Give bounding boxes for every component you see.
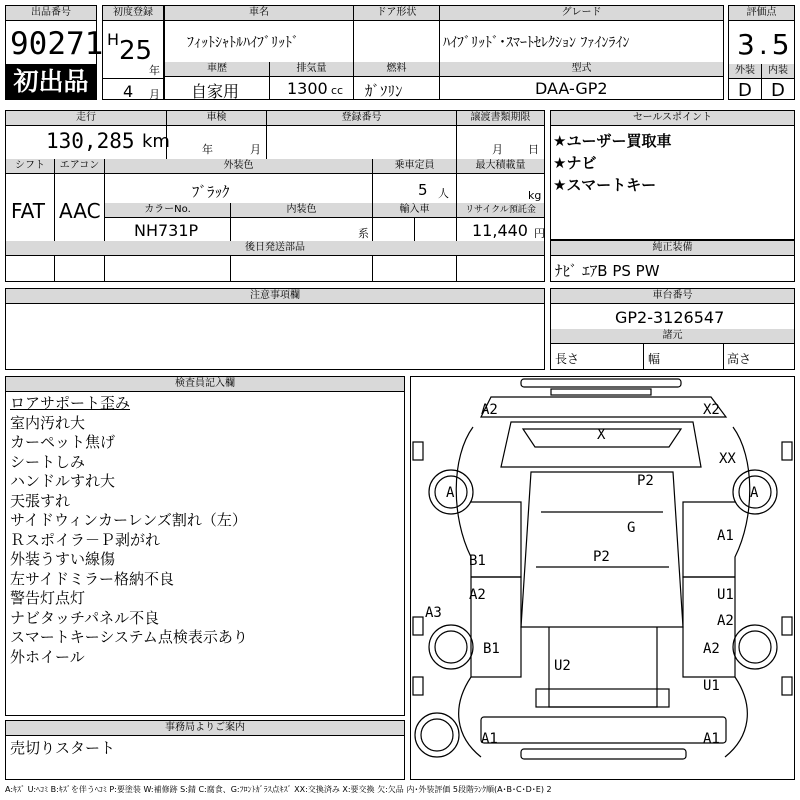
vehicle-detail-box (5, 110, 545, 282)
lot-number: 90271 (10, 26, 104, 62)
color-number: NH731P (134, 221, 199, 240)
displacement-label: 排気量 (269, 62, 353, 77)
equipment-label: 純正装備 (551, 241, 794, 256)
score-box (728, 5, 795, 100)
color-number-label: カラーNo. (105, 203, 230, 218)
damage-mark: B1 (469, 553, 486, 569)
month-unit: 月 (149, 88, 160, 101)
chassis-label: 車台番号 (551, 289, 794, 304)
equipment: ﾅﾋﾞ ｴｱB PS PW (555, 262, 660, 280)
first-registration-box (102, 5, 164, 100)
registration-year: 25 (119, 36, 153, 66)
mileage-label: 走行 (6, 111, 166, 126)
exterior-color-label: 外装色 (104, 159, 372, 174)
sales-point-item: ★ナビ (553, 154, 597, 172)
car-info-box (164, 5, 724, 100)
inspector-line: 左サイドミラー格納不良 (10, 569, 174, 588)
inspector-line: シートしみ (10, 452, 86, 471)
max-load-label: 最大積載量 (456, 159, 544, 174)
damage-mark: A2 (481, 402, 498, 418)
damage-mark: A (750, 485, 759, 501)
transfer-docs-label: 譲渡書類期限 (456, 111, 544, 126)
inspection-year-unit: 年 (202, 143, 213, 156)
car-diagram (411, 377, 794, 779)
damage-mark: G (627, 520, 636, 536)
exterior-label: 外装 (729, 64, 761, 79)
damage-mark: A1 (717, 528, 734, 544)
score-label: 評価点 (729, 6, 794, 21)
seats-unit: 人 (438, 187, 449, 200)
exterior-grade: D (738, 80, 752, 101)
ac: AAC (59, 199, 101, 223)
displacement: 1300 (287, 79, 328, 98)
transfer-day-unit: 日 (528, 143, 539, 156)
first-listing-badge: 初出品 (5, 64, 97, 100)
inspector-line: ハンドルすれ大 (10, 472, 116, 490)
damage-mark: X2 (703, 402, 720, 418)
year-unit: 年 (149, 64, 160, 77)
damage-mark: A2 (703, 641, 720, 657)
later-parts-label: 後日発送部品 (6, 241, 544, 256)
import-label: 輸入車 (372, 203, 456, 218)
office-notice-box (5, 720, 405, 780)
car-name-label: 車名 (165, 6, 353, 21)
chassis-number: GP2-3126547 (615, 308, 725, 327)
inspector-line: 室内汚れ大 (10, 413, 86, 432)
sales-point-item: ★スマートキー (553, 176, 657, 194)
notes-box (5, 288, 545, 370)
plate-label: 登録番号 (266, 111, 456, 126)
inspector-line: 外ホイール (10, 647, 85, 666)
interior-color-unit: 系 (358, 227, 369, 240)
inspector-line: ロアサポート歪み (10, 394, 131, 412)
history: 自家用 (191, 82, 240, 101)
damage-mark: P2 (637, 473, 654, 489)
damage-mark: A3 (425, 605, 442, 621)
inspector-box (5, 376, 405, 716)
length-label: 長さ (555, 352, 580, 366)
height-label: 高さ (727, 352, 752, 366)
fuel-label: 燃料 (353, 62, 439, 77)
damage-mark: A1 (481, 731, 498, 747)
damage-mark: P2 (593, 549, 610, 565)
sales-points-label: セールスポイント (551, 111, 794, 126)
shift: FAT (11, 199, 46, 223)
width-label: 幅 (648, 352, 661, 366)
inspector-line: Ｒスポイラ－Ｐ剥がれ (10, 530, 161, 549)
load-unit: kg (528, 189, 542, 202)
model: DAA-GP2 (535, 79, 608, 98)
grade-label: グレード (439, 6, 723, 21)
inspector-line: カーペット焦げ (10, 433, 116, 451)
damage-mark: U1 (703, 678, 720, 694)
interior-color-label: 内装色 (230, 203, 372, 218)
chassis-box (550, 288, 795, 370)
history-label: 車歴 (165, 62, 269, 77)
exterior-color: ﾌﾞﾗｯｸ (192, 183, 230, 201)
damage-diagram-box (410, 376, 795, 780)
ac-label: エアコン (54, 159, 104, 174)
door-label: ドア形状 (353, 6, 439, 21)
model-label: 型式 (439, 62, 723, 77)
office-notice: 売切りスタート (10, 739, 116, 757)
seats: 5 (418, 181, 428, 199)
registration-month: 4 (123, 82, 134, 101)
damage-mark: A2 (469, 587, 486, 603)
car-name: ﾌｨｯﾄｼｬﾄﾙﾊｲﾌﾞﾘｯﾄﾞ (187, 35, 299, 51)
grade: ﾊｲﾌﾞﾘｯﾄﾞ･ｽﾏｰﾄｾﾚｸｼｮﾝ ﾌｧｲﾝﾗｲﾝ (443, 35, 630, 51)
mileage: 130,285 (46, 129, 135, 153)
displacement-unit: cc (331, 84, 344, 97)
inspector-line: サイドウィンカーレンズ割れ（左） (10, 511, 247, 529)
inspector-label: 検査員記入欄 (6, 377, 404, 392)
lot-number-label: 出品番号 (6, 6, 96, 21)
recycle-label: リサイクル預託金 (456, 203, 544, 218)
recycle-unit: 円 (534, 227, 545, 240)
damage-mark: XX (719, 451, 736, 467)
notes-label: 注意事項欄 (6, 289, 544, 304)
dimensions-label: 諸元 (551, 329, 794, 344)
era: H (107, 30, 120, 49)
inspector-line: 外装うすい線傷 (10, 550, 116, 568)
equipment-box (550, 240, 795, 282)
mileage-unit: km (142, 131, 170, 152)
first-registration-label: 初度登録 (103, 6, 163, 21)
inspection-month-unit: 月 (250, 143, 261, 156)
inspector-line: 警告灯点灯 (10, 589, 86, 607)
damage-mark: U1 (717, 587, 734, 603)
shift-label: シフト (6, 159, 54, 174)
interior-grade: D (771, 80, 785, 101)
damage-mark: A1 (703, 731, 720, 747)
inspector-line: スマートキーシステム点検表示あり (10, 628, 248, 646)
legend: A:ｷｽﾞ U:ﾍｺﾐ B:ｷｽﾞを伴うﾍｺﾐ P:要塗装 W:補修跡 S:錆 C:腐食、G:ﾌﾛﾝﾄｶﾞﾗｽ点ｷｽﾞ XX:交換済み X:要交換 欠:欠品 内･外装評価 5段階ﾗﾝｸ順(A･B･C･D･E) 2 (5, 785, 552, 794)
damage-mark: B1 (483, 641, 500, 657)
interior-label: 内装 (761, 64, 794, 79)
inspector-line: 天張すれ (10, 491, 71, 510)
sales-points-box (550, 110, 795, 240)
seats-label: 乗車定員 (372, 159, 456, 174)
inspection-label: 車検 (166, 111, 266, 126)
inspector-line: ナビタッチパネル不良 (10, 608, 160, 627)
score: 3.5 (737, 28, 794, 61)
fuel: ｶﾞｿﾘﾝ (365, 82, 403, 100)
recycle-fee: 11,440 (472, 221, 528, 240)
transfer-month-unit: 月 (492, 143, 503, 156)
sales-point-item: ★ユーザー買取車 (553, 132, 672, 150)
damage-mark: U2 (554, 658, 571, 674)
damage-mark: X (597, 427, 606, 443)
damage-mark: A2 (717, 613, 734, 629)
office-notice-label: 事務局よりご案内 (6, 721, 404, 736)
damage-mark: A (446, 485, 455, 501)
